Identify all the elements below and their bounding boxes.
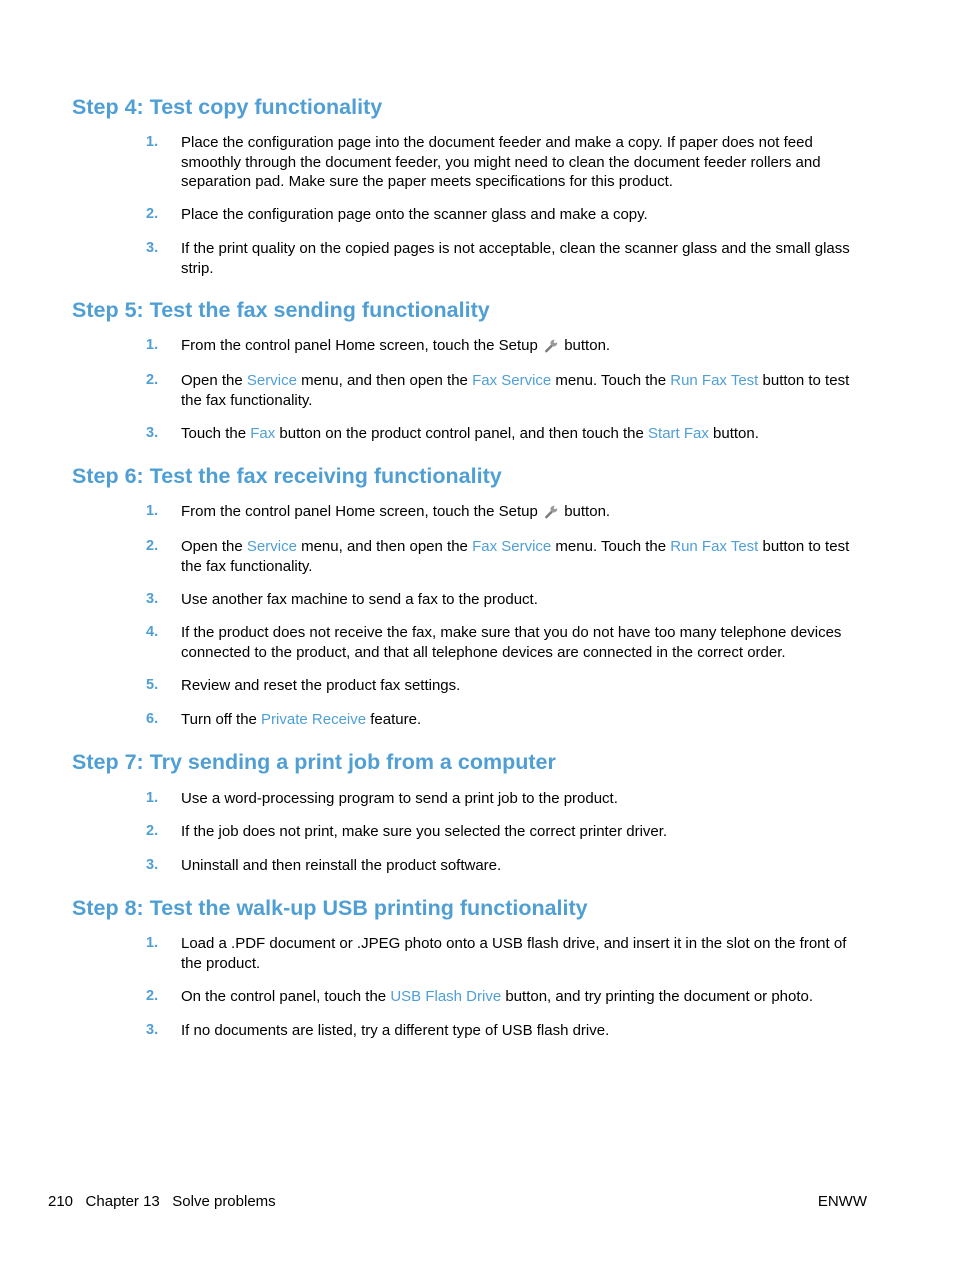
item-text: Load a .PDF document or .JPEG photo onto a USB flash drive, and insert it in the slot on the front of the product. (181, 935, 847, 972)
fax-service-menu-ref: Fax Service (472, 538, 552, 555)
item-number: 1. (146, 790, 159, 806)
item-text: If the print quality on the copied pages is not acceptable, clean the scanner glass and the small glass strip. (181, 240, 850, 277)
heading-step-4: Step 4: Test copy functionality (72, 95, 383, 119)
item-number: 2. (146, 538, 159, 554)
heading-step-5: Step 5: Test the fax sending functionality (72, 298, 490, 322)
item-number: 2. (146, 372, 159, 388)
item-text: Touch the Fax button on the product control panel, and then touch the Start Fax button. (181, 425, 759, 442)
item-text: Turn off the Private Receive feature. (181, 711, 422, 728)
page-footer-right: ENWW (817, 1193, 867, 1210)
run-fax-test-button-ref: Run Fax Test (670, 538, 759, 555)
item-text: Review and reset the product fax settings. (181, 677, 461, 694)
usb-flash-drive-button-ref: USB Flash Drive (390, 988, 502, 1005)
item-text: Open the Service menu, and then open the Fax Service menu. Touch the Run Fax Test button to test the fax functionality. (181, 372, 850, 409)
page-number: 210 (48, 1193, 74, 1210)
service-menu-ref: Service (246, 372, 297, 389)
item-number: 3. (146, 591, 159, 607)
page-footer-left (48, 1192, 276, 1212)
item-number: 2. (146, 823, 159, 839)
item-number: 1. (146, 337, 159, 353)
heading-step-8: Step 8: Test the walk-up USB printing functionality (72, 896, 588, 920)
item-text: If the product does not receive the fax, make sure that you do not have too many telephone devices connected to the product, and that all telephone devices are connected in the correct order. (181, 624, 842, 661)
fax-service-menu-ref: Fax Service (472, 372, 552, 389)
item-number: 3. (146, 425, 159, 441)
fax-button-ref: Fax (250, 425, 276, 442)
item-number: 1. (146, 134, 159, 150)
item-text: If no documents are listed, try a different type of USB flash drive. (181, 1022, 610, 1039)
service-menu-ref: Service (246, 538, 297, 555)
item-number: 2. (146, 206, 159, 222)
heading-step-6: Step 6: Test the fax receiving functionality (72, 464, 502, 488)
item-text: If the job does not print, make sure you selected the correct printer driver. (181, 823, 668, 840)
item-number: 2. (146, 988, 159, 1004)
item-number: 3. (146, 1022, 159, 1038)
start-fax-button-ref: Start Fax (648, 425, 709, 442)
item-number: 3. (146, 857, 159, 873)
heading-step-7: Step 7: Try sending a print job from a computer (72, 750, 556, 774)
item-number: 1. (146, 503, 159, 519)
item-text: From the control panel Home screen, touch the Setup button. (181, 337, 611, 354)
wrench-icon (543, 338, 559, 353)
wrench-icon (543, 504, 559, 519)
item-text: From the control panel Home screen, touch the Setup button. (181, 503, 611, 520)
private-receive-feature-ref: Private Receive (261, 711, 367, 728)
chapter-title: Solve problems (172, 1193, 276, 1210)
item-number: 1. (146, 935, 159, 951)
item-text: Place the configuration page into the document feeder and make a copy. If paper does not feed smoothly through the document feeder, you might need to clean the document feeder rollers and separation pad. Make sure the paper meets specifications for this product. (181, 134, 821, 190)
run-fax-test-button-ref: Run Fax Test (670, 372, 759, 389)
chapter-label: Chapter 13 (85, 1193, 160, 1210)
item-text: Use another fax machine to send a fax to the product. (181, 591, 538, 608)
item-text: Open the Service menu, and then open the Fax Service menu. Touch the Run Fax Test button to test the fax functionality. (181, 538, 850, 575)
item-number: 3. (146, 240, 159, 256)
item-number: 6. (146, 711, 159, 727)
item-text: Uninstall and then reinstall the product software. (181, 857, 502, 874)
item-text: Use a word-processing program to send a print job to the product. (181, 790, 618, 807)
item-number: 5. (146, 677, 159, 693)
item-text: On the control panel, touch the USB Flash Drive button, and try printing the document or photo. (181, 988, 814, 1005)
item-number: 4. (146, 624, 159, 640)
item-text: Place the configuration page onto the scanner glass and make a copy. (181, 206, 648, 223)
